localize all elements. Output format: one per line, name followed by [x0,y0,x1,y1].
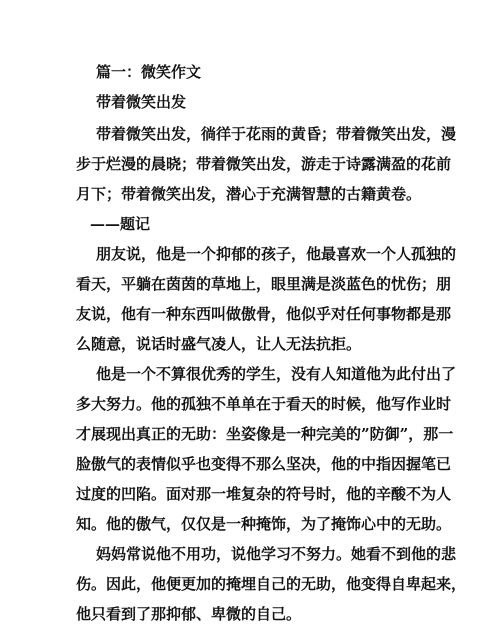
paragraph-friend [76,244,457,364]
paragraph-line: 脸傲气的表情似乎也变得不那么坚决，他的中指因握笔已 [76,455,452,473]
paragraph-line: 过度的凹陷。面对那一堆复杂的符号时，他的辛酸不为人 [76,485,452,503]
document-title: 带着微笑出发 [96,93,187,111]
paragraph-epigraph [90,214,426,244]
paragraph-line: 他只看到了那抑郁、卑微的自己。 [76,605,302,623]
paragraph-mother [76,544,467,634]
paragraph-line: 多大努力。他的孤独不单单在于看天的时候，他写作业时 [76,395,452,413]
paragraph-line: 妈妈常说他不用功，说他学习不努力。她看不到他的悲 [96,545,457,563]
paragraph-line: 才展现出真正的无助：坐姿像是一种完美的”防御”，那一 [76,425,454,443]
paragraph-line: 么随意，说话时盛气凌人，让人无法抗拒。 [76,335,362,353]
epigraph-line: ——题记 [90,215,151,233]
paragraph-student [76,364,457,544]
paragraph-line: 看天，平躺在茵茵的草地上，眼里满是淡蓝色的忧伤；朋 [76,275,452,293]
paragraph-line: 他是一个不算很优秀的学生，没有人知道他为此付出了 [96,365,457,383]
paragraph-line: 带着微笑出发，徜徉于花雨的黄昏；带着微笑出发，漫 [96,125,457,143]
paragraph-line: 友说，他有一种东西叫做傲骨，他似乎对任何事物都是那 [76,305,452,323]
paragraph-line: 伤。因此，他便更加的掩埋自己的无助，他变得自卑起来， [76,575,467,593]
paragraph-line: 知。他的傲气，仅仅是一种掩饰，为了掩饰心中的无助。 [76,515,452,533]
paragraph-line: 朋友说，他是一个抑郁的孩子，他最喜欢一个人孤独的 [96,245,457,263]
paragraph-line: 步于烂漫的晨晓；带着微笑出发，游走于诗露满盈的花前 [76,155,452,173]
document-heading: 篇一：微笑作文 [96,63,202,81]
paragraph-intro [76,124,457,214]
document-body [76,62,467,634]
paragraph-line: 月下；带着微笑出发，潜心于充满智慧的古籍黄卷。 [76,185,422,203]
